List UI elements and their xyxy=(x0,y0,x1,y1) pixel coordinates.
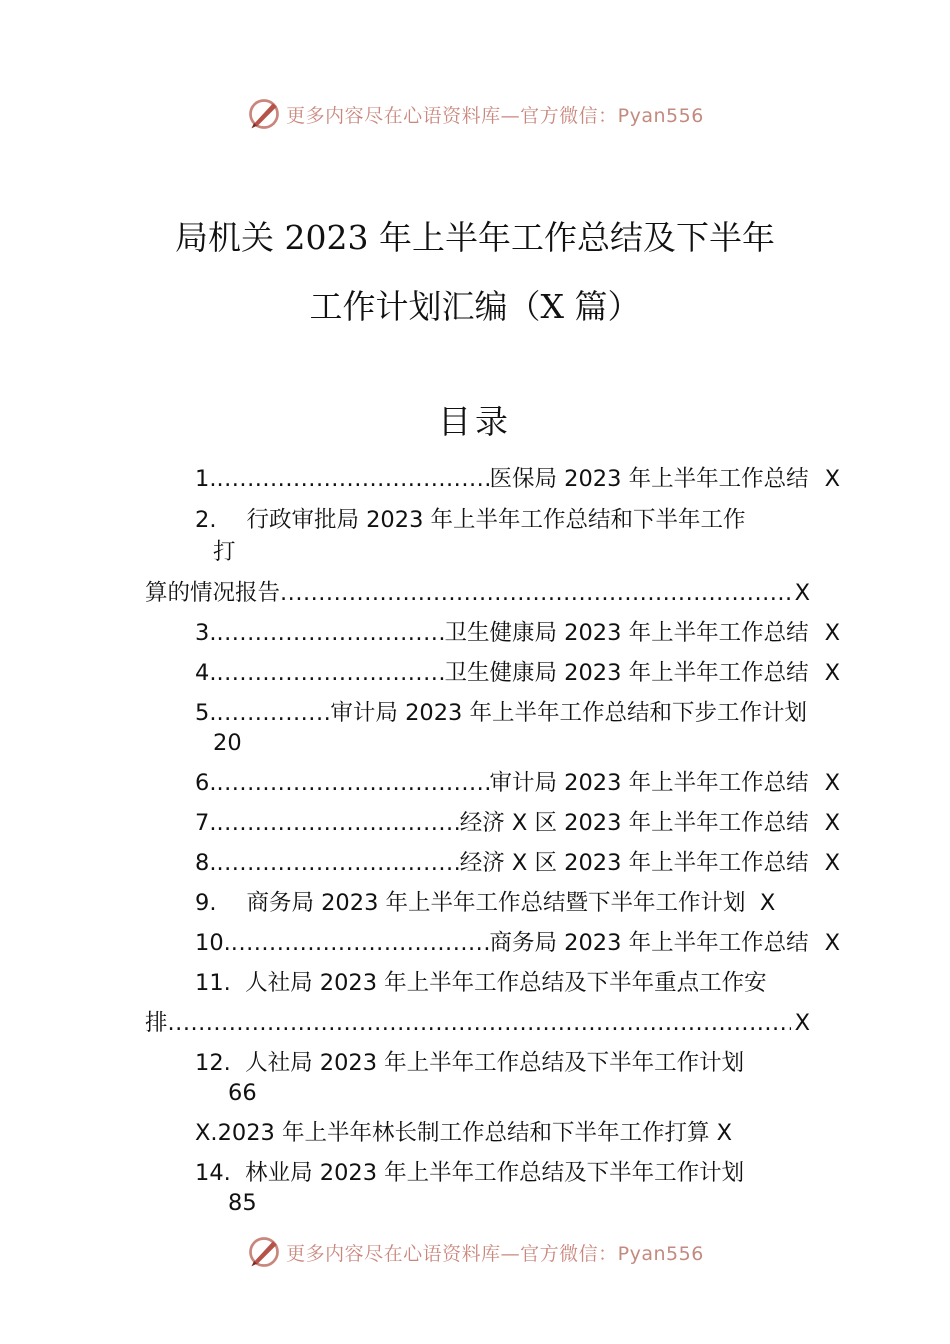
toc-leader-dots xyxy=(168,1008,791,1038)
toc-entry-page: X xyxy=(759,890,776,916)
toc-entry-page: X xyxy=(824,930,840,956)
watermark-text: 更多内容尽在心语资料库—官方微信：Pyan556 xyxy=(286,104,704,127)
toc-entry-number: 4. xyxy=(195,660,217,686)
toc-entry-title: 卫生健康局 2023 年上半年工作总结 xyxy=(444,660,809,686)
watermark-header xyxy=(0,94,950,134)
toc-entry-title: 行政审批局 2023 年上半年工作总结和下半年工作 xyxy=(246,507,746,533)
toc-entry-12[interactable] xyxy=(195,1048,744,1078)
toc-entry-number: 9. xyxy=(195,890,217,916)
toc-entry-title: 卫生健康局 2023 年上半年工作总结 xyxy=(444,620,809,646)
document-title-line-2: 工作计划汇编（X 篇） xyxy=(309,287,641,326)
watermark-text: 更多内容尽在心语资料库—官方微信：Pyan556 xyxy=(286,1242,704,1265)
toc-entry-page: 85 xyxy=(228,1190,257,1216)
toc-leader-dots xyxy=(216,658,444,688)
toc-entry-page: X xyxy=(824,770,840,796)
toc-entry-2-continuation: 打 xyxy=(213,539,236,565)
toc-leader-dots xyxy=(280,578,791,608)
toc-entry-11-wrap[interactable] xyxy=(145,1008,810,1038)
toc-entry-number: 11. xyxy=(195,970,231,996)
toc-entry-title: 林业局 2023 年上半年工作总结及下半年工作计划 xyxy=(245,1160,745,1186)
toc-entry-number: 8. xyxy=(195,850,217,876)
toc-entry-number: 12. xyxy=(195,1050,231,1076)
toc-entry-page: X xyxy=(824,620,840,646)
toc-entry-title: 审计局 2023 年上半年工作总结和下步工作计划 xyxy=(330,700,807,726)
toc-entry-7[interactable] xyxy=(195,808,840,838)
toc-entry-title: 商务局 2023 年上半年工作总结 xyxy=(489,930,809,956)
toc-leader-dots xyxy=(216,618,444,648)
toc-entry-title: 商务局 2023 年上半年工作总结暨下半年工作计划 xyxy=(246,890,746,916)
toc-leader-dots xyxy=(216,464,489,494)
toc-entry-page: X xyxy=(824,810,840,836)
toc-entry-page: X xyxy=(824,466,840,492)
pen-logo-icon xyxy=(246,1234,282,1270)
toc-entry-1[interactable] xyxy=(195,464,840,494)
toc-entry-number: 3. xyxy=(195,620,217,646)
toc-heading: 目录 xyxy=(438,402,512,441)
toc-entry-page: X xyxy=(794,580,810,606)
toc-entry-title: 人社局 2023 年上半年工作总结及下半年重点工作安 xyxy=(245,970,767,996)
toc-entry-page: X xyxy=(824,850,840,876)
toc-entry-13[interactable] xyxy=(195,1118,732,1148)
toc-leader-dots xyxy=(216,698,330,728)
watermark-footer xyxy=(0,1232,950,1272)
toc-entry-6[interactable] xyxy=(195,768,840,798)
toc-entry-title-cont: 算的情况报告 xyxy=(145,580,281,606)
toc-entry-2-wrap[interactable] xyxy=(145,578,810,608)
toc-entry-8[interactable] xyxy=(195,848,840,878)
toc-entry-title-cont: 排 xyxy=(145,1010,168,1036)
toc-entry-page: X xyxy=(716,1120,733,1146)
toc-entry-number: 14. xyxy=(195,1160,231,1186)
toc-entry-14[interactable] xyxy=(195,1158,744,1188)
toc-entry-5[interactable] xyxy=(195,698,807,728)
toc-entry-4[interactable] xyxy=(195,658,840,688)
toc-entry-title: 经济 X 区 2023 年上半年工作总结 xyxy=(459,850,809,876)
toc-entry-3[interactable] xyxy=(195,618,840,648)
toc-entry-number: 10. xyxy=(195,930,231,956)
toc-entry-title: 医保局 2023 年上半年工作总结 xyxy=(489,466,809,492)
toc-entry-10[interactable] xyxy=(195,928,840,958)
toc-leader-dots xyxy=(216,768,489,798)
toc-leader-dots xyxy=(216,848,459,878)
toc-entry-page: 20 xyxy=(213,730,242,756)
toc-entry-number: 2. xyxy=(195,507,217,533)
toc-entry-title: 经济 X 区 2023 年上半年工作总结 xyxy=(459,810,809,836)
toc-entry-9[interactable] xyxy=(195,888,775,918)
toc-entry-number: 1. xyxy=(195,466,217,492)
pen-logo-icon xyxy=(246,96,282,132)
toc-entry-11[interactable] xyxy=(195,968,767,998)
toc-entry-title: 人社局 2023 年上半年工作总结及下半年工作计划 xyxy=(245,1050,745,1076)
toc-entry-page: X xyxy=(824,660,840,686)
toc-entry-page: 66 xyxy=(228,1080,257,1106)
toc-leader-dots xyxy=(216,808,459,838)
toc-entry-title: 2023 年上半年林长制工作总结和下半年工作打算 xyxy=(217,1120,710,1146)
toc-entry-2[interactable] xyxy=(195,505,746,535)
toc-entry-number: 7. xyxy=(195,810,217,836)
document-title-line-1: 局机关 2023 年上半年工作总结及下半年 xyxy=(175,218,775,257)
toc-entry-page: X xyxy=(794,1010,810,1036)
toc-entry-number: X. xyxy=(195,1120,218,1146)
toc-entry-number: 5. xyxy=(195,700,217,726)
toc-entry-number: 6. xyxy=(195,770,217,796)
toc-entry-title: 审计局 2023 年上半年工作总结 xyxy=(489,770,809,796)
toc-leader-dots xyxy=(231,928,490,958)
